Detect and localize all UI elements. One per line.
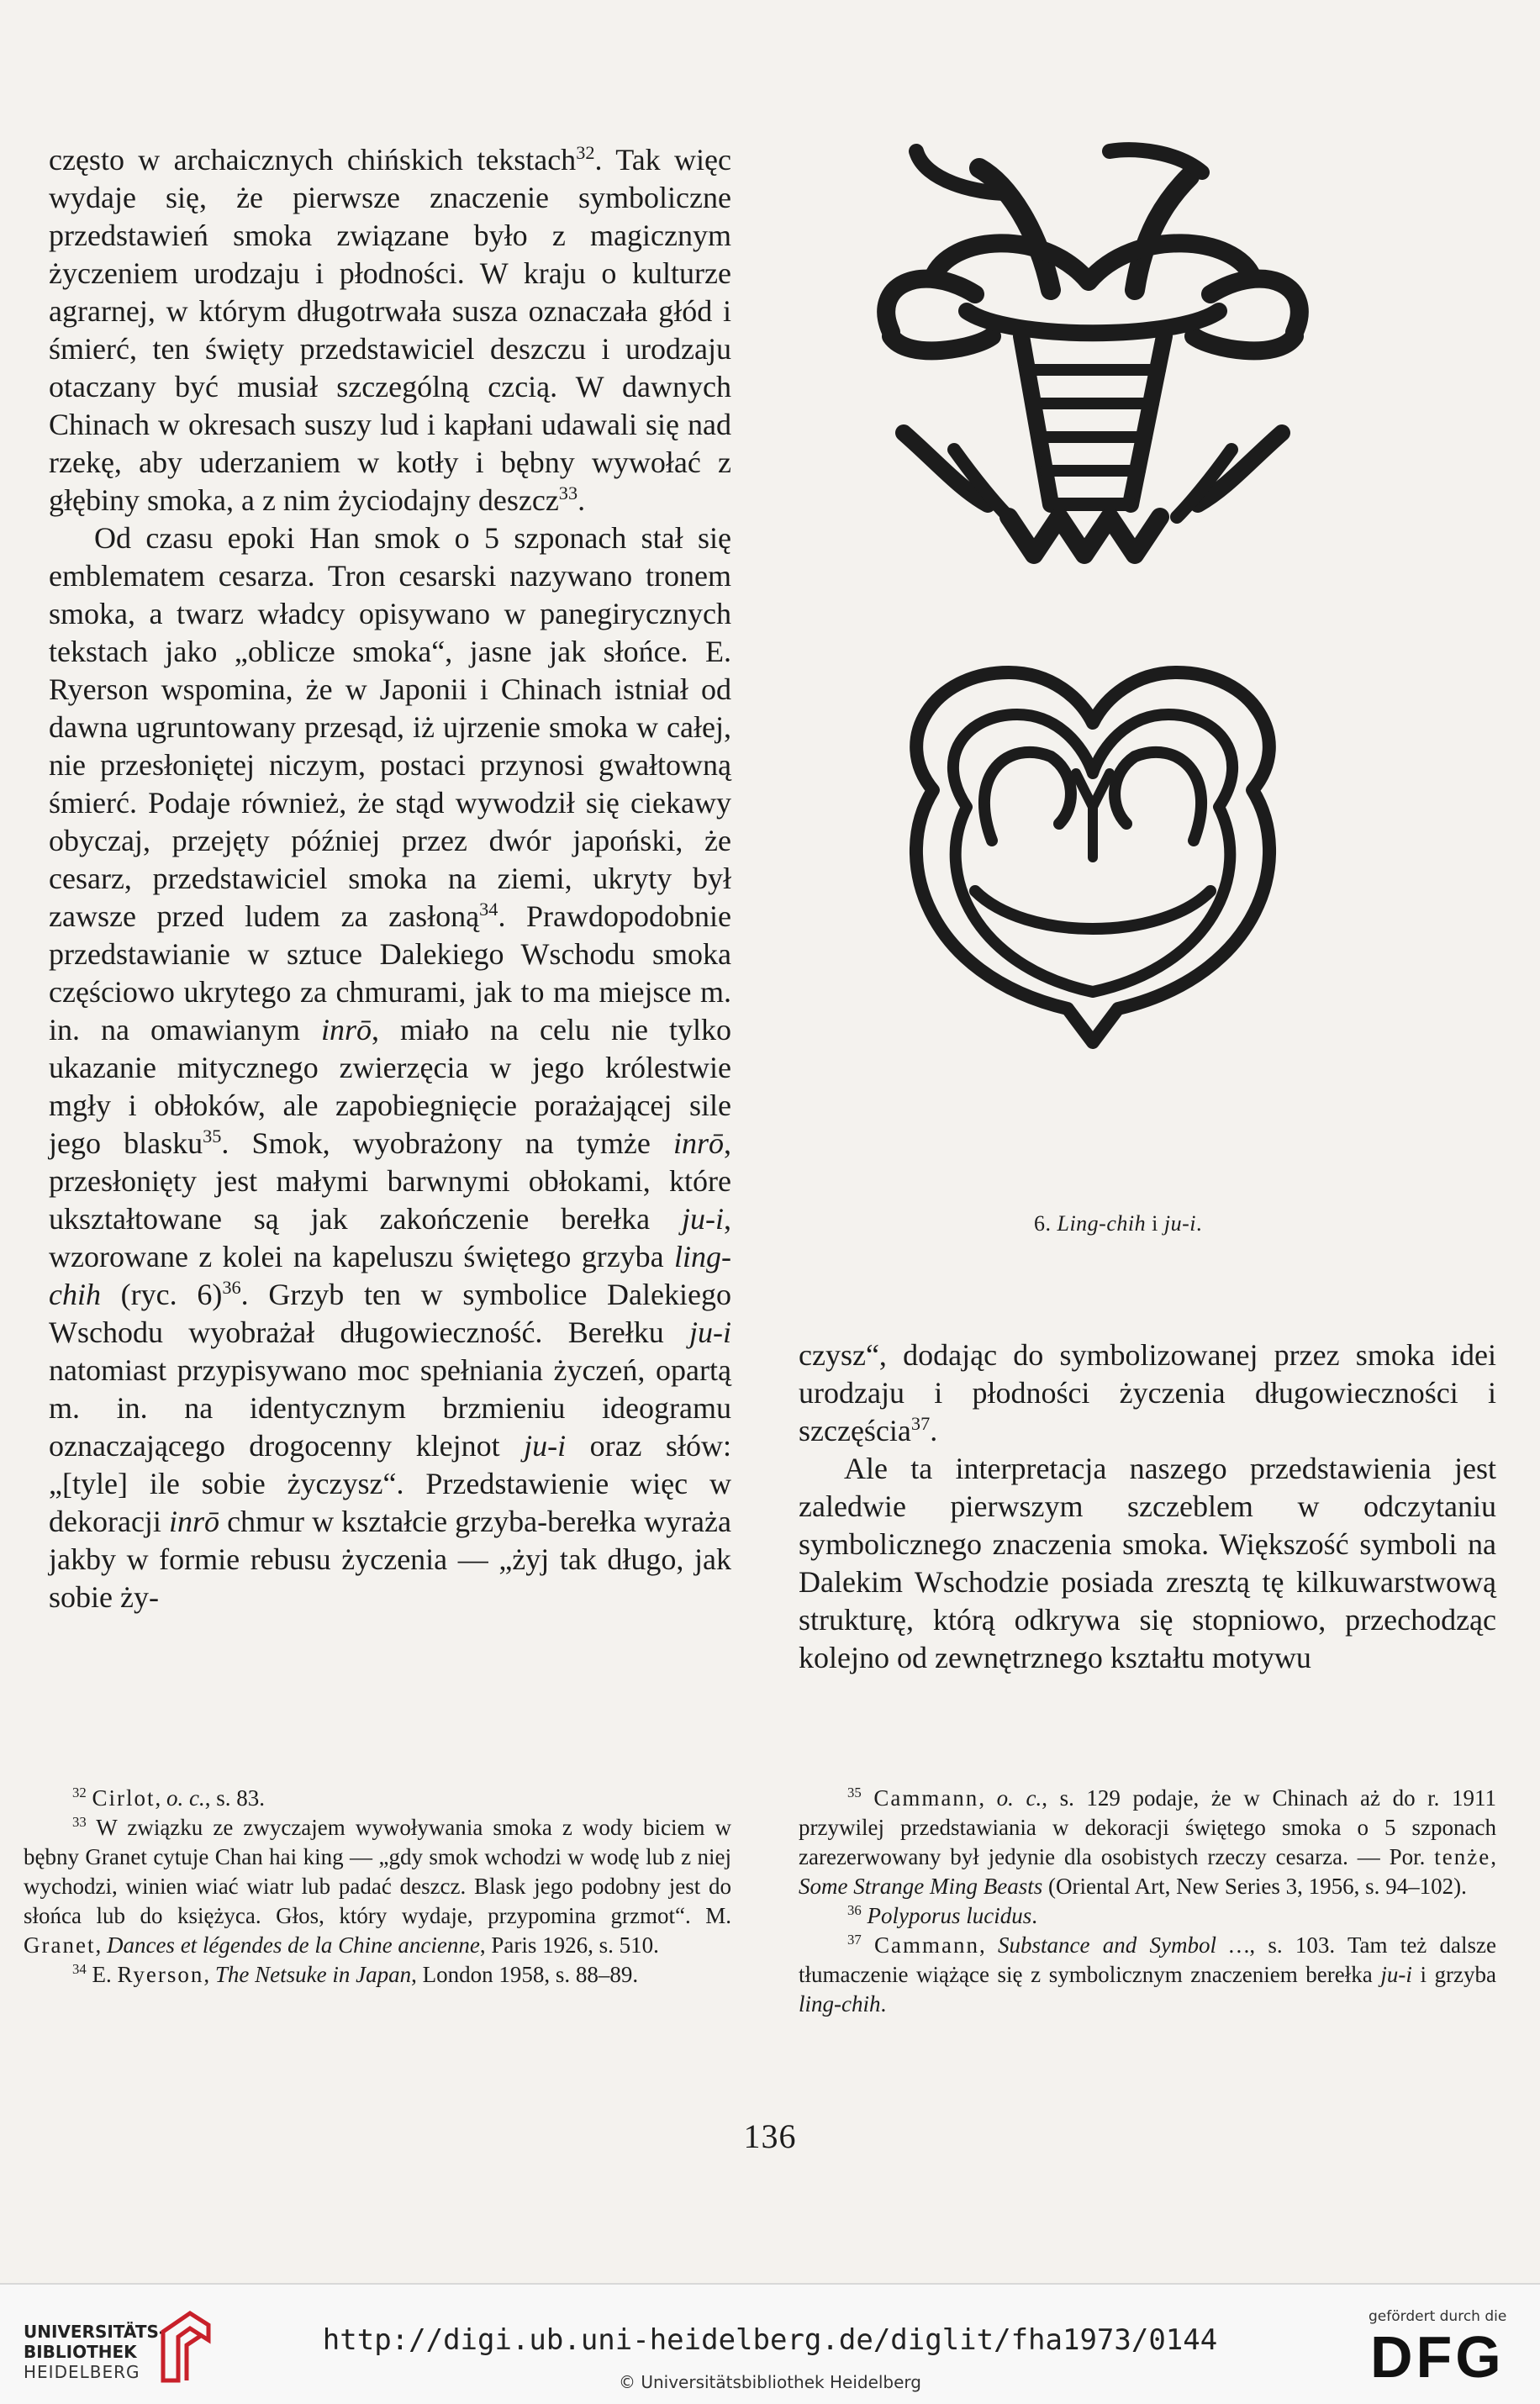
text-run: . Grzyb ten w symbolice Dalekiego Wschodu wyobrażał długowieczność. Berełku — [49, 1278, 731, 1349]
footnote-ref: 32 — [576, 142, 595, 163]
author-name: Granet — [24, 1932, 96, 1958]
footnotes-left — [24, 1784, 731, 1990]
text-run: , s. 83. — [204, 1785, 265, 1811]
footnote-ref: 36 — [847, 1902, 862, 1918]
italic-term: ju-i — [689, 1315, 731, 1349]
footnote-ref: 37 — [847, 1932, 862, 1948]
italic-term: Dances et légendes de la Chine ancienne — [106, 1932, 480, 1958]
text-run: . Tak więc wydaje się, że pierwsze znaczenie symboliczne przedstawień smoka związane było z magicznym życzeniem urodzaju i płodności. W kraju o kulturze agrarnej, w którym długotrwała susza oznaczała głód i śmierć, ten święty przedstawiciel deszczu i urodzaju otaczany być musiał szczególną czcią. W dawnych Chinach w okresach suszy lud i kapłani udawali się nad rzekę, aby uderzaniem w kotły i bębny wywołać z głębiny smoka, a z nim życiodajny deszcz — [49, 143, 731, 517]
italic-term: inrō — [672, 1126, 724, 1160]
italic-term: Some Strange Ming Beasts — [799, 1874, 1043, 1899]
paragraph — [799, 1336, 1496, 1450]
italic-term: ju-i — [524, 1429, 567, 1463]
paragraph — [49, 141, 731, 519]
library-city: HEIDELBERG — [24, 2362, 140, 2382]
text-run: , wzorowane z kolei na kapeluszu świętego grzyba — [49, 1202, 731, 1273]
text-run: , Paris 1926, s. 510. — [479, 1932, 659, 1958]
footnote-ref: 34 — [479, 899, 498, 920]
footnote-ref: 33 — [72, 1814, 87, 1830]
text-run: . — [1195, 1211, 1202, 1236]
italic-term: The Netsuke in Japan — [214, 1962, 412, 1987]
text-run: . Smok, wyobrażony na tymże — [221, 1126, 673, 1160]
figure-illustration — [841, 134, 1362, 1210]
text-run: natomiast przypisywano moc spełniania życzeń, opartą m. in. na identycznym brzmieniu ideogramu oznaczającego drogocenny klejnot — [49, 1353, 731, 1463]
footnote — [799, 1931, 1496, 2019]
italic-term: ling-chih — [49, 1240, 731, 1311]
paragraph — [49, 519, 731, 1616]
author-name: Ryerson — [117, 1962, 204, 1987]
main-text-left-column — [49, 141, 731, 1616]
text-run: . — [930, 1414, 938, 1447]
footnote-ref: 36 — [222, 1277, 241, 1298]
text-run: , — [978, 1785, 997, 1811]
text-run: (Oriental Art, New Series 3, 1956, s. 94–102). — [1042, 1874, 1467, 1899]
text-run: . — [578, 483, 586, 517]
footnote — [799, 1901, 1496, 1931]
text-run: chmur w kształcie grzyba-berełka wyraża jakby w formie rebusu życzenia — „żyj tak długo, jak sobie ży- — [49, 1505, 731, 1614]
footnote-ref: 35 — [203, 1126, 222, 1147]
text-run: , London 1958, s. 88–89. — [411, 1962, 639, 1987]
text-run: , — [155, 1785, 166, 1811]
italic-term: o. c. — [996, 1785, 1042, 1811]
text-run: , miało na celu nie tylko ukazanie mitycznego zwierzęcia w jego królestwie mgły i obłoków, ale zapobiegnięcie porażającej sile jego blasku — [49, 1013, 731, 1160]
italic-term: Ling-chih — [1057, 1211, 1147, 1236]
text-run: (ryc. 6) — [100, 1278, 223, 1311]
text-run: , — [203, 1962, 215, 1987]
footnote — [24, 1960, 731, 1990]
author-name: Cirlot — [92, 1785, 156, 1811]
text-run: , — [979, 1932, 999, 1958]
footnote-ref: 37 — [910, 1413, 931, 1434]
figure-ling-chih-ju-i — [841, 134, 1362, 1210]
paragraph — [799, 1450, 1496, 1677]
text-run — [862, 1785, 874, 1811]
text-run: , s. 103. Tam też dalsze tłumaczenie wiążące się z symbolicznym znaczeniem berełka — [799, 1932, 1497, 1987]
italic-term: Substance and Symbol … — [998, 1932, 1250, 1958]
author-name: tenże — [1434, 1844, 1491, 1869]
text-run: często w archaicznych chińskich tekstach — [49, 143, 577, 177]
text-run: Od czasu epoki Han smok o 5 szponach stał się emblematem cesarza. Tron cesarski nazywano tronem smoka, a twarz władcy opisywano w panegirycznych tekstach jako „oblicze smoka“, jasne jak słońce. E. Ryerson wspomina, że w Japonii i Chinach istniał od dawna ugruntowany przesąd, iż ujrzenie smoka w całej, nie przesłoniętej niczym, postaci przynosi gwałtowną śmierć. Podaje również, że stąd wywodził się ciekawy obyczaj, przejęty później przez dwór japoński, że cesarz, przedstawiciel smoka na ziemi, ukryty był zawsze przed ludem za zasłoną — [49, 521, 731, 933]
footnote-ref: 33 — [558, 482, 578, 503]
text-run: , — [95, 1932, 107, 1958]
italic-term: Polyporus lucidus — [867, 1903, 1032, 1928]
italic-term: ju-i — [1163, 1211, 1196, 1236]
footer-copyright: © Universitätsbibliothek Heidelberg — [618, 2372, 921, 2392]
footnote — [24, 1784, 731, 1813]
italic-term: ju-i — [682, 1202, 724, 1236]
footnote — [24, 1813, 731, 1960]
italic-term: inrō — [169, 1505, 220, 1538]
text-run: i — [1146, 1211, 1164, 1236]
text-run: czysz“, dodając do symbolizowanej przez smoka idei urodzaju i płodności życzenia długowieczności i szczęścia — [799, 1338, 1496, 1447]
footnote-ref: 35 — [847, 1785, 862, 1800]
footnotes-right — [799, 1784, 1496, 2019]
text-run: . — [1031, 1903, 1037, 1928]
library-name-line2: BIBLIOTHEK — [24, 2342, 137, 2362]
footnote-ref: 32 — [72, 1785, 87, 1800]
text-run: 6. — [1034, 1211, 1057, 1236]
text-run: i grzyba — [1411, 1962, 1496, 1987]
author-name: Cammann — [873, 1785, 979, 1811]
funding-note: gefördert durch die — [1369, 2308, 1507, 2325]
text-run — [862, 1932, 874, 1958]
footer-url-link[interactable]: http://digi.ub.uni-heidelberg.de/diglit/fha1973/0144 — [322, 2323, 1218, 2357]
text-run: , — [1490, 1844, 1496, 1869]
dfg-logo: DFG — [1370, 2324, 1505, 2390]
main-text-right-column — [799, 1336, 1496, 1677]
text-run: Ale ta interpretacja naszego przedstawienia jest zaledwie pierwszym szczeblem w odczytaniu symbolicznego znaczenia smoka. Większość symboli na Dalekim Wschodzie posiada zresztą tę kilkuwarstwową strukturę, którą odkrywa się stopniowo, przechodząc kolejno od zewnętrznego kształtu motywu — [799, 1452, 1496, 1674]
italic-term: ling-chih — [799, 1991, 881, 2017]
text-run: . Prawdopodobnie przedstawianie w sztuce Dalekiego Wschodu smoka częściowo ukrytego za chmurami, jak to ma miejsce m. in. na omawianym — [49, 899, 731, 1046]
page-number: 136 — [743, 2117, 797, 2155]
figure-caption — [1034, 1211, 1353, 1236]
footer-bar — [0, 2283, 1540, 2404]
italic-term: inrō — [321, 1013, 372, 1046]
footnote — [799, 1784, 1496, 1901]
italic-term: ju-i — [1380, 1962, 1412, 1987]
footnote-ref: 34 — [72, 1961, 87, 1977]
text-run: W związku ze zwyczajem wywoływania smoka z wody biciem w bębny Granet cytuje Chan hai king — „gdy smok wchodzi w wodę lub z niej wychodzi, winien wiać wiatr lub padać deszcz. Blask jego podobny jest do słońca lub do księżyca. Głos, który wydaje, przypomina grzmot“. M. — [24, 1815, 731, 1928]
text-run: E. — [86, 1962, 118, 1987]
author-name: Cammann — [874, 1932, 979, 1958]
text-run: . — [880, 1991, 887, 2017]
text-run: oraz słów: „[tyle] ile sobie życzysz“. Przedstawienie więc w dekoracji — [49, 1429, 731, 1538]
italic-term: o. c. — [166, 1785, 205, 1811]
library-name-line1: UNIVERSITÄTS- — [24, 2322, 166, 2342]
text-run: , przesłonięty jest małymi barwnymi obłokami, które ukształtowane są jak zakończenie berełka — [49, 1126, 731, 1236]
text-run: , s. 129 podaje, że w Chinach aż do r. 1911 przywilej przedstawiania w dekoracji świętego smoka o 5 szponach zarezerwowany był jedynie dla osobistych rzeczy cesarza. — Por. — [799, 1785, 1497, 1869]
